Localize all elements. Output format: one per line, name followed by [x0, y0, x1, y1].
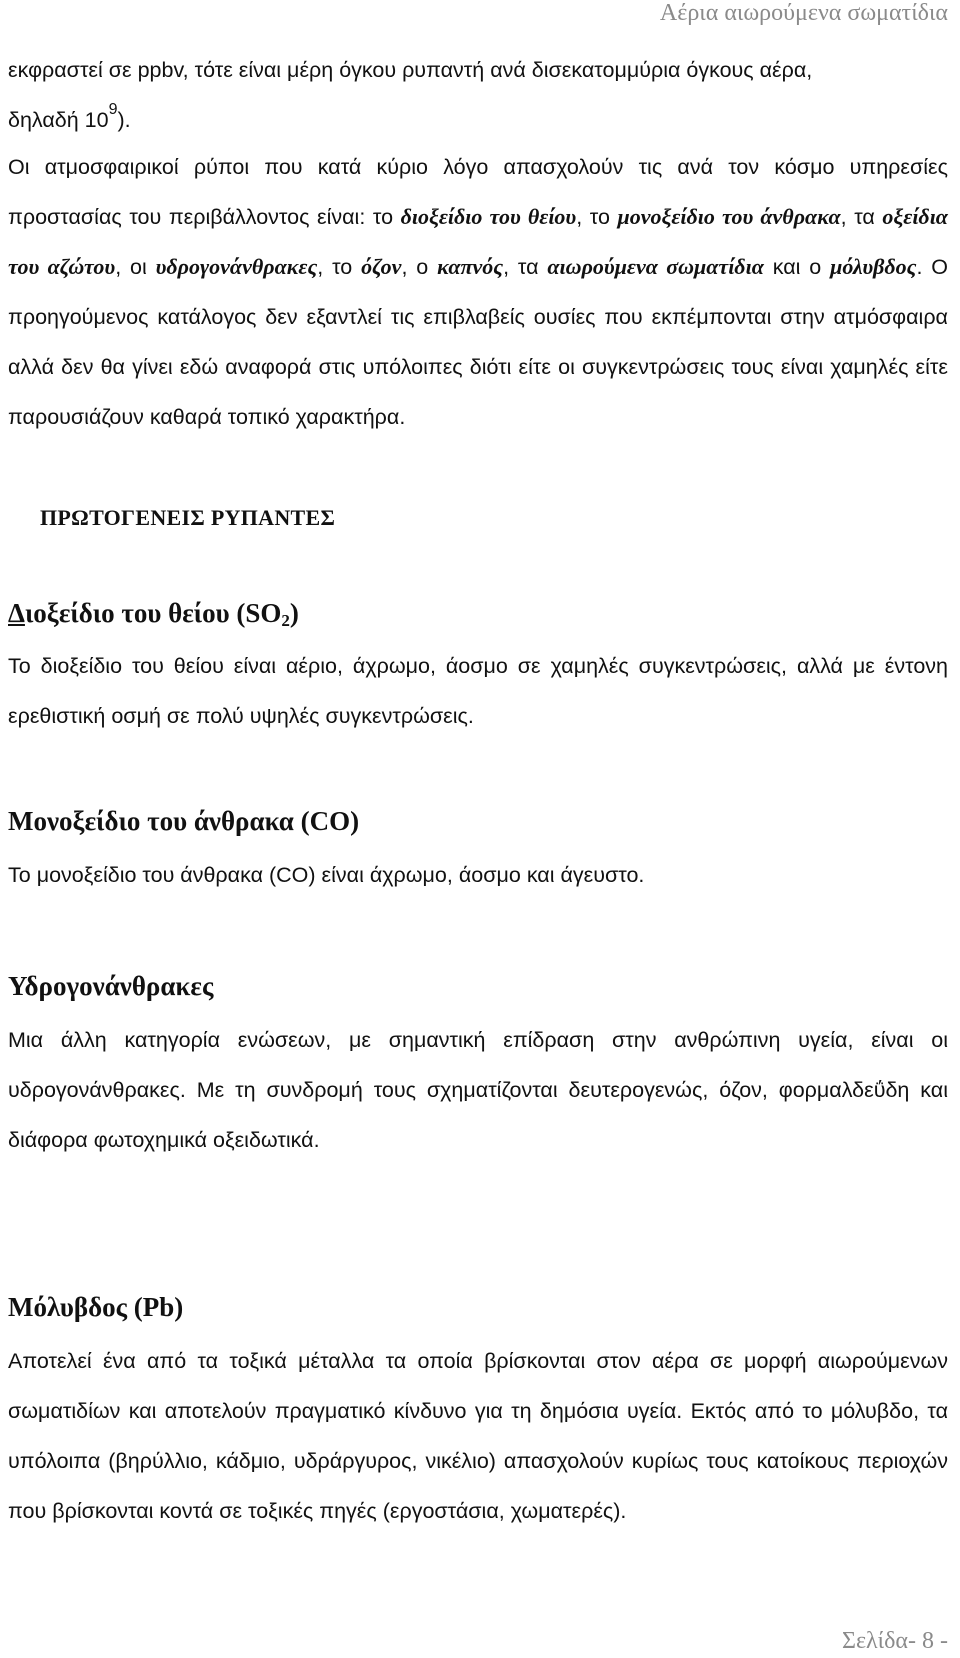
- term-so2: διοξείδιο του θείου: [400, 204, 577, 229]
- term-particulates: αιωρούμενα σωματίδια: [547, 254, 764, 279]
- running-header: Αέρια αιωρούμενα σωματίδια: [659, 0, 948, 26]
- intro-pollutant-list-paragraph: Οι ατμοσφαιρικοί ρύποι που κατά κύριο λόγο απασχολούν τις ανά τον κόσμο υπηρεσίες προστασίας του περιβάλλοντος είναι: το διοξείδιο του θείου, το μονοξείδιο του άνθρακα, τα οξείδια του αζώτου, οι υδρογονάνθρακες, το όζον, ο καπνός, τα αιωρούμενα σωματίδια και ο μόλυβδος. Ο προηγούμενος κατάλογος δεν εξαντλεί τις επιβλαβείς ουσίες που εκπέμπονται στην ατμόσφαιρα αλλά δεν θα γίνει εδώ αναφορά στις υπόλοιπες διότι είτε οι συγκεντρώσεις τους είναι χαμηλές είτε παρουσιάζουν καθαρά τοπικό χαρακτήρα.: [8, 155, 949, 429]
- section-title-primary-pollutants: ΠΡΩΤΟΓΕΝΕΙΣ ΡΥΠΑΝΤΕΣ: [40, 505, 336, 530]
- term-lead: μόλυβδος: [830, 254, 917, 279]
- paragraph-hydrocarbons: Μια άλλη κατηγορία ενώσεων, με σημαντική επίδραση στην ανθρώπινη υγεία, είναι οι υδρογονάνθρακες. Με τη συνδρομή τους σχηματίζονται δευτερογενώς, όζον, φορμαλδεΰδη και διάφορα φωτοχημικά οξειδωτικά.: [8, 1028, 948, 1152]
- intro-continuation: εκφραστεί σε ppbv, τότε είναι μέρη όγκου ρυπαντή ανά δισεκατομμύρια όγκους αέρα, δηλαδή $10^9$).: [8, 58, 813, 132]
- heading-hydrocarbons: Υδρογονάνθρακες: [8, 971, 214, 1001]
- page-number-footer: Σελίδα- 8 -: [841, 1628, 948, 1654]
- heading-so2: Διοξείδιο του θείου $(SO_2)$: [8, 598, 299, 630]
- paragraph-lead: Αποτελεί ένα από τα τοξικά μέταλλα τα οποία βρίσκονται στον αέρα σε μορφή αιωρούμενων σωματιδίων και αποτελούν πραγματικό κίνδυνο για τη δημόσια υγεία. Εκτός από το μόλυβδο, τα υπόλοιπα (βηρύλλιο, κάδμιο, υδράργυρος, νικέλιο) απασχολούν κυρίως τους κατοίκους περιοχών που βρίσκονται κοντά σε τοξικές πηγές (εργοστάσια, χωματερές).: [8, 1349, 948, 1523]
- heading-lead: Μόλυβδος (Pb): [8, 1292, 184, 1322]
- term-co: μονοξείδιο του άνθρακα: [617, 204, 841, 229]
- term-hydrocarbons: υδρογονάνθρακες: [155, 254, 318, 279]
- heading-co: Μονοξείδιο του άνθρακα (CO): [8, 806, 360, 836]
- paragraph-co: Το μονοξείδιο του άνθρακα (CO) είναι άχρωμο, άοσμο και άγευστο.: [8, 863, 645, 887]
- term-ozone: όζον: [361, 254, 402, 279]
- paragraph-so2: Το διοξείδιο του θείου είναι αέριο, άχρωμο, άοσμο σε χαμηλές συγκεντρώσεις, αλλά με έντονη ερεθιστική οσμή σε πολύ υψηλές συγκεντρώσεις.: [8, 654, 948, 728]
- term-smoke: καπνός: [437, 254, 504, 279]
- term-nox: οξείδια του αζώτου: [8, 204, 948, 279]
